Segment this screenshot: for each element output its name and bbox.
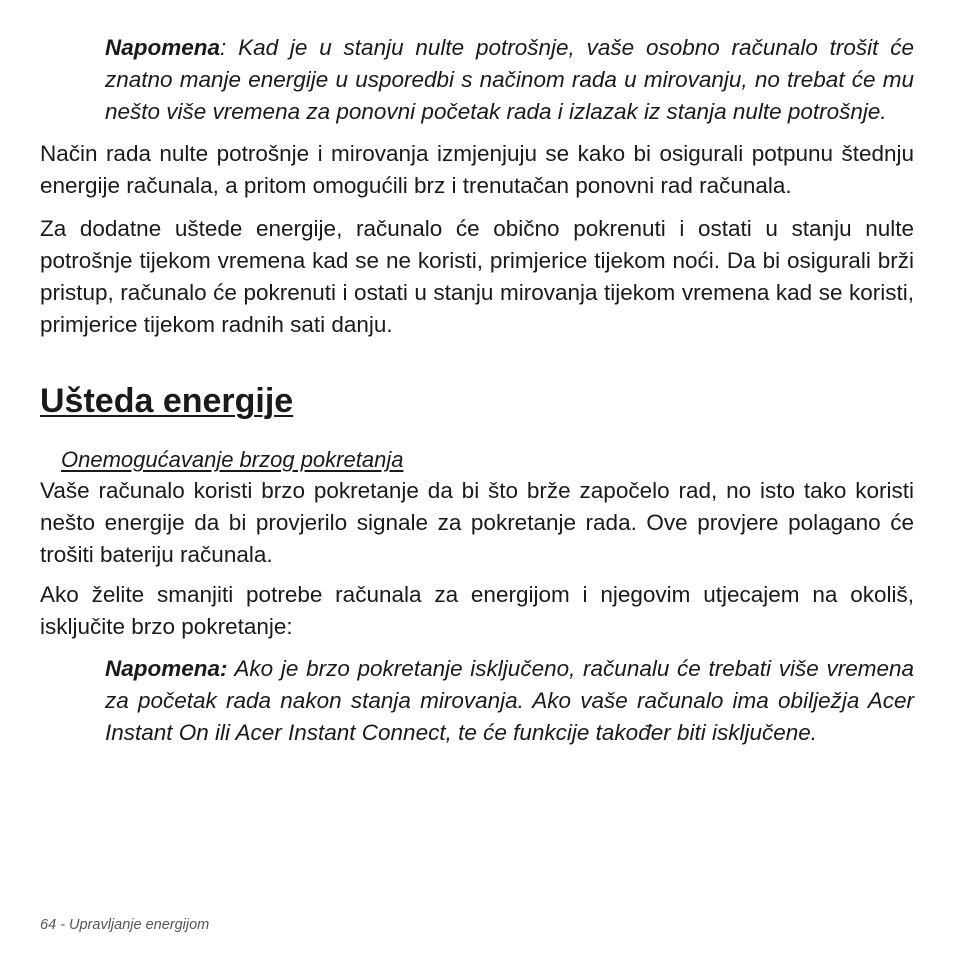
paragraph-additional-savings: Za dodatne uštede energije, računalo će obično pokrenuti i ostati u stanju nulte potrošnje tijekom vremena kad se ne koristi, primjerice tijekom noći. Da bi osigurali brži pristup, računalo će pokrenuti i ostati u stanju mirovanja tijekom vremena kad se koristi, primjerice tijekom radnih sati danju. — [40, 216, 914, 337]
section-subtitle: Onemogućavanje brzog pokretanja — [61, 447, 404, 472]
note-fast-standby — [105, 32, 914, 128]
note-fast-startup-disabled — [105, 653, 914, 749]
section-title: Ušteda energije — [40, 382, 294, 420]
note-text: : Kad je u stanju nulte potrošnje, vaše osobno računalo trošit će znatno manje energije u usporedbi s načinom rada u mirovanju, no trebat će mu nešto više vremena za ponovni početak rada i izlazak iz stanja nulte potrošnje. — [105, 35, 914, 124]
paragraph-fast-startup: Vaše računalo koristi brzo pokretanje da bi što brže započelo rad, no isto tako koristi nešto energije da bi provjerilo signale za pokretanje rada. Ove provjere polagano će trošiti bateriju računala. — [40, 478, 914, 567]
document-page — [40, 32, 914, 749]
page-footer: 64 - Upravljanje energijom — [40, 917, 210, 933]
note-label: Napomena — [105, 35, 221, 60]
paragraph-disable-fast-startup: Ako želite smanjiti potrebe računala za energijom i njegovim utjecajem na okoliš, isključite brzo pokretanje: — [40, 582, 914, 639]
paragraph-power-modes: Način rada nulte potrošnje i mirovanja izmjenjuju se kako bi osigurali potpunu štednju energije računala, a pritom omogućili brz i trenutačan ponovni rad računala. — [40, 141, 914, 198]
note-text: Ako je brzo pokretanje isključeno, računalu će trebati više vremena za početak rada nakon stanja mirovanja. Ako vaše računalo ima obilježja Acer Instant On ili Acer Instant Connect, te će funkcije također biti isključene. — [105, 656, 914, 745]
note-label: Napomena: — [105, 656, 228, 681]
